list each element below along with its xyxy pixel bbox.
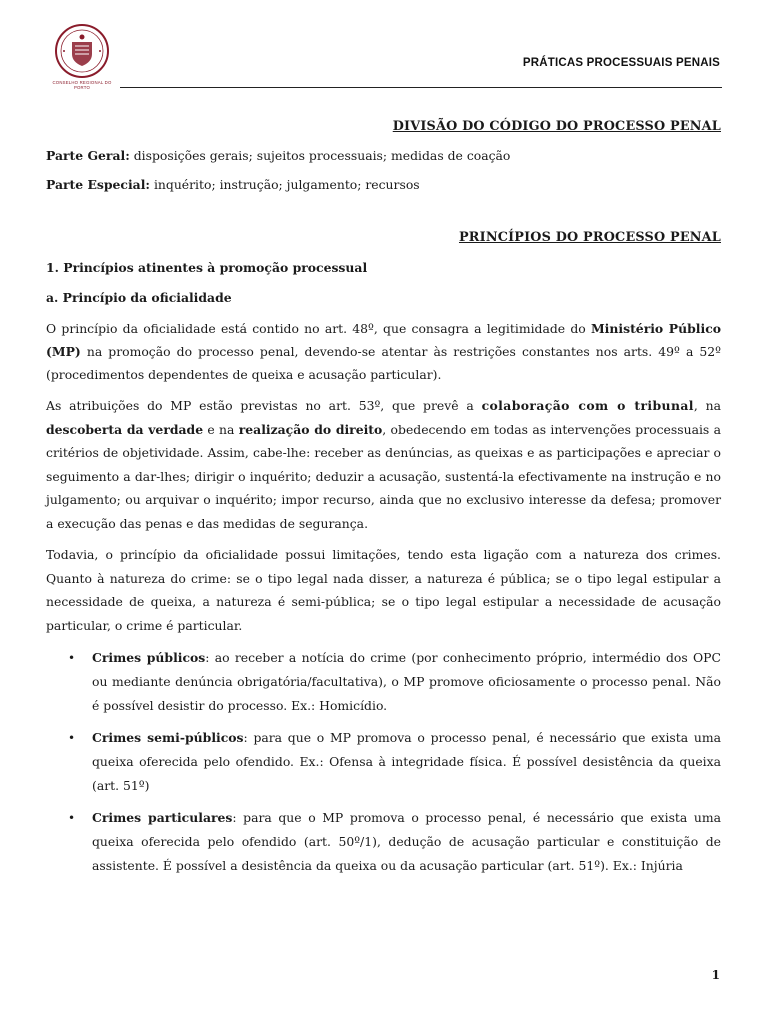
parte-especial-label: Parte Especial:	[46, 177, 150, 192]
paragraph-atribuicoes	[46, 394, 721, 535]
list-item-crimes-publicos	[46, 646, 721, 718]
logo-caption: CONSELHO REGIONAL DO PORTO	[52, 80, 112, 90]
paragraph-oficialidade	[46, 317, 721, 386]
p2-bold-realizacao: realização do direito	[238, 421, 383, 437]
list-item-crimes-particulares	[46, 806, 721, 878]
bullet-text: : ao receber a notícia do crime (por conhecimento próprio, intermédio dos OPC ou mediante denúncia obrigatória/facultativa), o MP promove oficiosamente o processo penal. Não é possível desistir do processo. Ex.: Homicídio.	[92, 650, 721, 713]
crime-types-list	[46, 646, 721, 878]
bullet-text: : para que o MP promova o processo penal, é necessário que exista uma queixa oferecida pelo ofendido. Ex.: Ofensa à integridade física. É possível desistência da queixa (art. 51º)	[92, 730, 722, 793]
p2-text-c: e na	[203, 421, 239, 437]
p2-bold-descoberta: descoberta da verdade	[46, 421, 204, 437]
bullet-icon: •	[68, 731, 76, 745]
parte-geral-label: Parte Geral:	[46, 147, 130, 163]
bullet-icon: •	[68, 811, 76, 825]
running-header-title: PRÁTICAS PROCESSUAIS PENAIS	[522, 57, 720, 69]
parte-especial-line	[46, 174, 721, 197]
p2-text-d: , obedecendo em todas as intervenções processuais a critérios de objetividade. Assim, cabe-lhe: receber as denúncias, as queixas e as participações e apreciar o seguimento a dar-lhes; dirigir o inquérito; deduzir a acusação, sustentá-la efectivamente na instrução e no julgamento; ou arquivar o inquérito; impor recurso, ainda que no exclusivo interesse da defesa; promover a execução das penas e das medidas de segurança.	[46, 421, 721, 531]
principles-title: PRINCÍPIOS DO PROCESSO PENAL	[458, 229, 721, 245]
p1-bold-ministerio-publico: Ministério Público (MP)	[46, 321, 721, 359]
bullet-label: Crimes particulares	[92, 810, 233, 825]
document-body	[46, 116, 721, 878]
header-divider	[120, 87, 722, 88]
p1-text-a: O princípio da oficialidade está contido no art. 48º, que consagra a legitimidade do	[46, 321, 591, 336]
p2-text-a: As atribuições do MP estão previstas no art. 53º, que prevê a	[46, 398, 482, 413]
bullet-text: : para que o MP promova o processo penal, é necessário que exista uma queixa oferecida pelo ofendido (art. 50º/1), dedução de acusação particular e constituição de assistente. É possível a desistência da queixa ou da acusação particular (art. 51º). Ex.: Injúria	[92, 810, 722, 873]
bullet-icon: •	[68, 651, 76, 665]
parte-geral-line	[46, 145, 721, 168]
heading-promocao-processual: 1. Princípios atinentes à promoção processual	[46, 260, 368, 275]
heading-oficialidade: a. Princípio da oficialidade	[46, 289, 232, 305]
p2-bold-colaboracao: colaboração com o tribunal	[481, 398, 694, 413]
p2-text-b: , na	[693, 398, 721, 413]
paragraph-limitacoes: Todavia, o princípio da oficialidade possui limitações, tendo esta ligação com a natureza dos crimes. Quanto à natureza do crime: se o tipo legal nada disser, a natureza é pública; se o tipo legal estipular a necessidade de queixa, a natureza é semi-pública; se o tipo legal estipular a necessidade de acusação particular, o crime é particular.	[46, 547, 721, 633]
parte-especial-text: inquérito; instrução; julgamento; recursos	[150, 177, 420, 192]
bullet-label: Crimes semi-públicos	[92, 730, 244, 745]
p1-text-b: na promoção do processo penal, devendo-se atentar às restrições constantes nos arts. 49º a 52º (procedimentos dependentes de queixa e acusação particular).	[46, 344, 721, 382]
parte-geral-text: disposições gerais; sujeitos processuais; medidas de coação	[129, 147, 511, 163]
list-item-crimes-semi-publicos	[46, 726, 721, 798]
page-number: 1	[711, 968, 720, 982]
bullet-label: Crimes públicos	[92, 650, 206, 665]
division-title: DIVISÃO DO CÓDIGO DO PROCESSO PENAL	[392, 119, 721, 134]
